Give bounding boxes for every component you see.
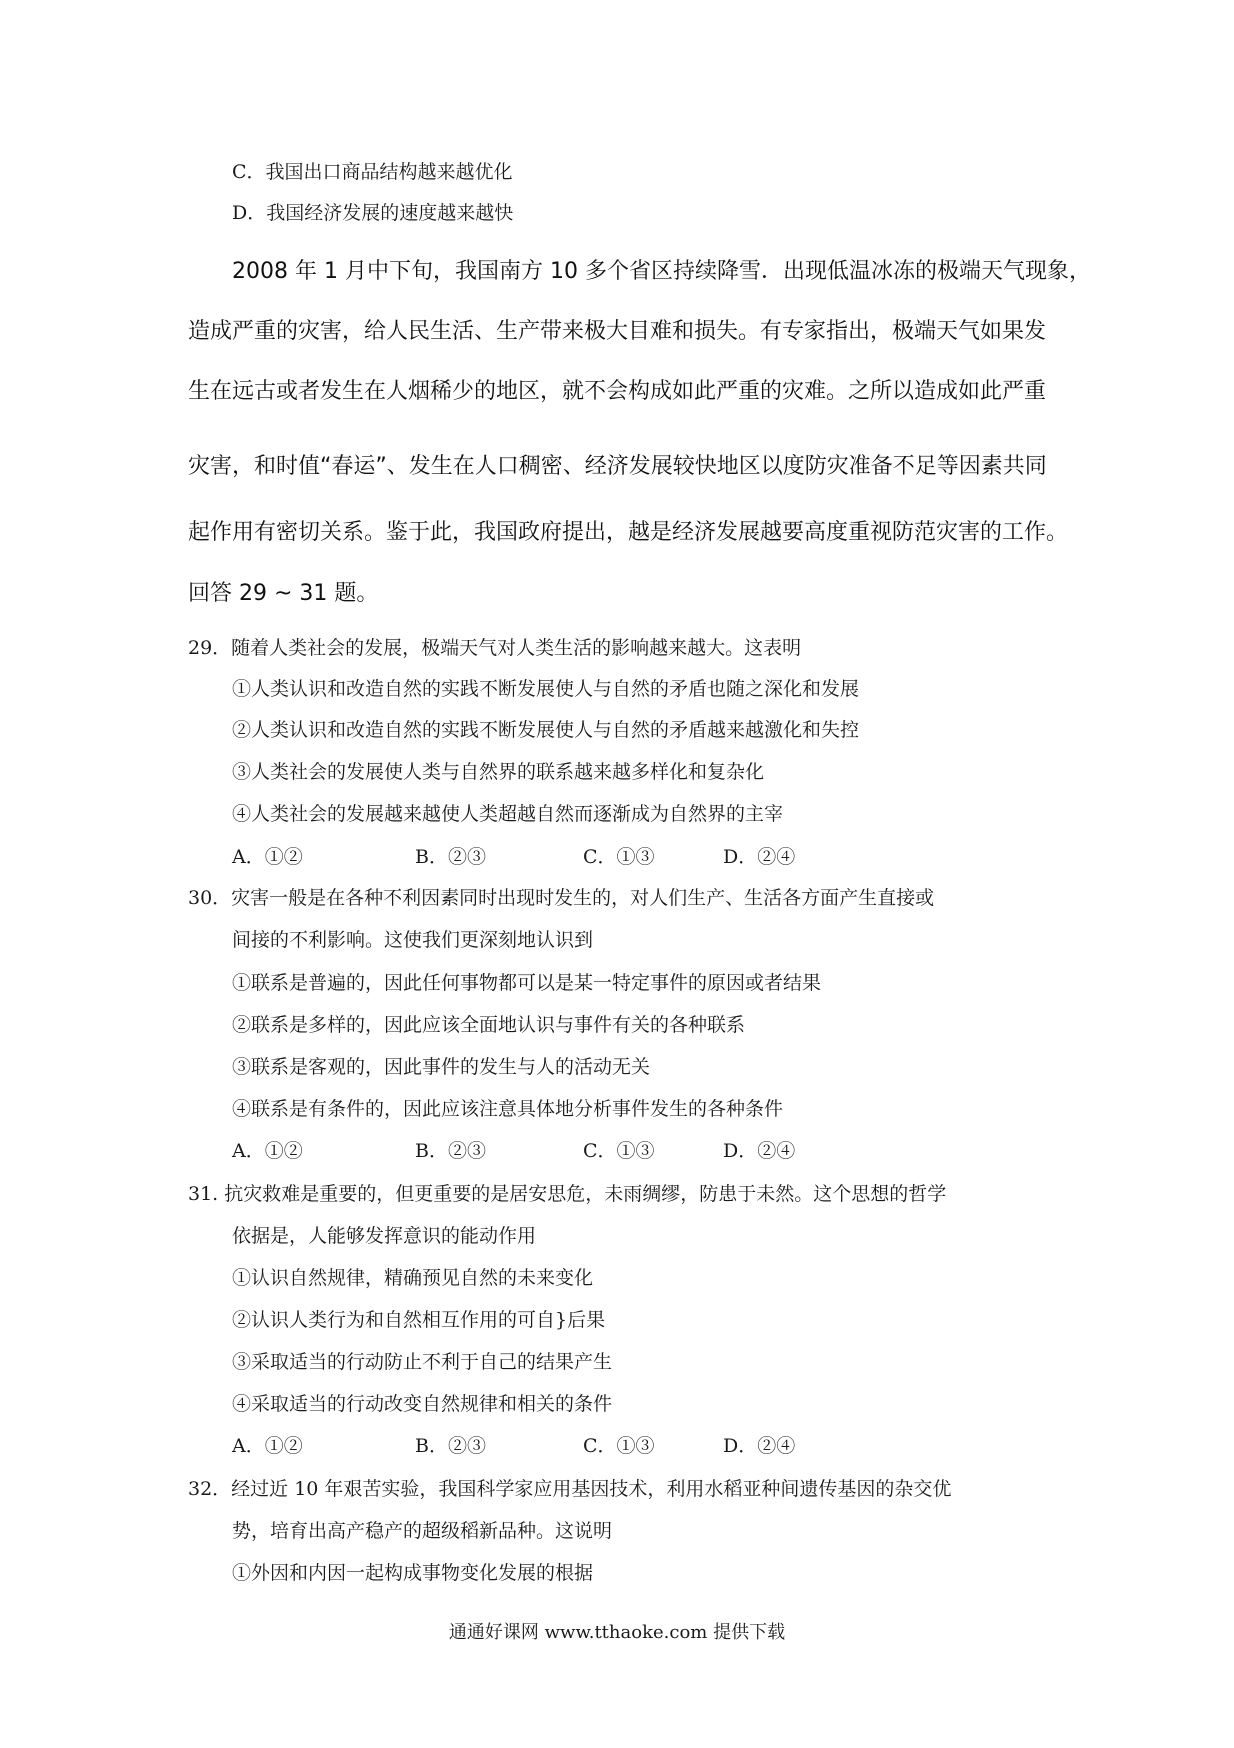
question-29-item: ③人类社会的发展使人类与自然界的联系越来越多样化和复杂化 <box>232 761 765 783</box>
page-footer: 通通好课网 www.tthaoke.com 提供下载 <box>448 1622 786 1643</box>
choice-c: C．①③ <box>583 1140 655 1162</box>
question-30-stem: 间接的不利影响。这使我们更深刻地认识到 <box>232 929 594 951</box>
question-30-item: ②联系是多样的，因此应该全面地认识与事件有关的各种联系 <box>232 1014 746 1036</box>
question-29-item: ④人类社会的发展越来越使人类超越自然而逐渐成为自然界的主宰 <box>232 803 784 825</box>
question-30-item: ①联系是普遍的，因此任何事物都可以是某一特定事件的原因或者结果 <box>232 972 822 994</box>
choice-d: D．②④ <box>723 1140 796 1162</box>
question-31-stem: 31. 抗灾救难是重要的，但更重要的是居安思危，未雨绸缪，防患于未然。这个思想的哲学 <box>188 1183 947 1205</box>
choice-b: B．②③ <box>415 1435 486 1457</box>
option-d-prev: D．我国经济发展的速度越来越快 <box>232 202 514 224</box>
question-29-stem: 29．随着人类社会的发展，极端天气对人类生活的影响越来越大。这表明 <box>188 637 802 659</box>
question-32-item: ①外因和内因一起构成事物变化发展的根据 <box>232 1562 594 1584</box>
choice-a: A．①② <box>232 1435 303 1457</box>
question-32-stem: 32．经过近 10 年艰苦实验，我国科学家应用基因技术，利用水稻亚种间遗传基因的杂交优 <box>188 1478 952 1500</box>
passage-line: 2008 年 1 月中下旬，我国南方 10 多个省区持续降雪．出现低温冰冻的极端天气现象， <box>232 259 1091 284</box>
question-29-item: ①人类认识和改造自然的实践不断发展使人与自然的矛盾也随之深化和发展 <box>232 678 860 700</box>
question-30-item: ③联系是客观的，因此事件的发生与人的活动无关 <box>232 1056 651 1078</box>
option-c-prev: C．我国出口商品结构越来越优化 <box>232 161 513 183</box>
choice-b: B．②③ <box>415 1140 486 1162</box>
question-31-item: ②认识人类行为和自然相互作用的可自}后果 <box>232 1309 606 1331</box>
passage-line: 造成严重的灾害，给人民生活、生产带来极大目难和损失。有专家指出，极端天气如果发 <box>188 319 1047 344</box>
question-30-item: ④联系是有条件的，因此应该注意具体地分析事件发生的各种条件 <box>232 1098 784 1120</box>
choice-b: B．②③ <box>415 846 486 868</box>
question-30-stem: 30．灾害一般是在各种不利因素同时出现时发生的，对人们生产、生活各方面产生直接或 <box>188 887 935 909</box>
passage-line: 灾害，和时值“春运”、发生在人口稠密、经济发展较快地区以度防灾准备不足等因素共同 <box>188 454 1047 479</box>
question-31-item: ①认识自然规律，精确预见自然的未来变化 <box>232 1267 594 1289</box>
choice-d: D．②④ <box>723 846 796 868</box>
choice-a: A．①② <box>232 1140 303 1162</box>
question-31-item: ③采取适当的行动防止不利于自己的结果产生 <box>232 1351 613 1373</box>
choice-a: A．①② <box>232 846 303 868</box>
question-31-stem: 依据是，人能够发挥意识的能动作用 <box>232 1225 537 1247</box>
question-32-stem: 势，培育出高产稳产的超级稻新品种。这说明 <box>232 1520 613 1542</box>
choice-c: C．①③ <box>583 846 655 868</box>
question-29-item: ②人类认识和改造自然的实践不断发展使人与自然的矛盾越来越激化和失控 <box>232 719 860 741</box>
passage-line: 起作用有密切关系。鉴于此，我国政府提出，越是经济发展越要高度重视防范灾害的工作。 <box>188 520 1069 545</box>
passage-line: 回答 29 ~ 31 题。 <box>188 581 379 606</box>
question-31-item: ④采取适当的行动改变自然规律和相关的条件 <box>232 1393 613 1415</box>
choice-c: C．①③ <box>583 1435 655 1457</box>
passage-line: 生在远古或者发生在人烟稀少的地区，就不会构成如此严重的灾难。之所以造成如此严重 <box>188 379 1047 404</box>
choice-d: D．②④ <box>723 1435 796 1457</box>
